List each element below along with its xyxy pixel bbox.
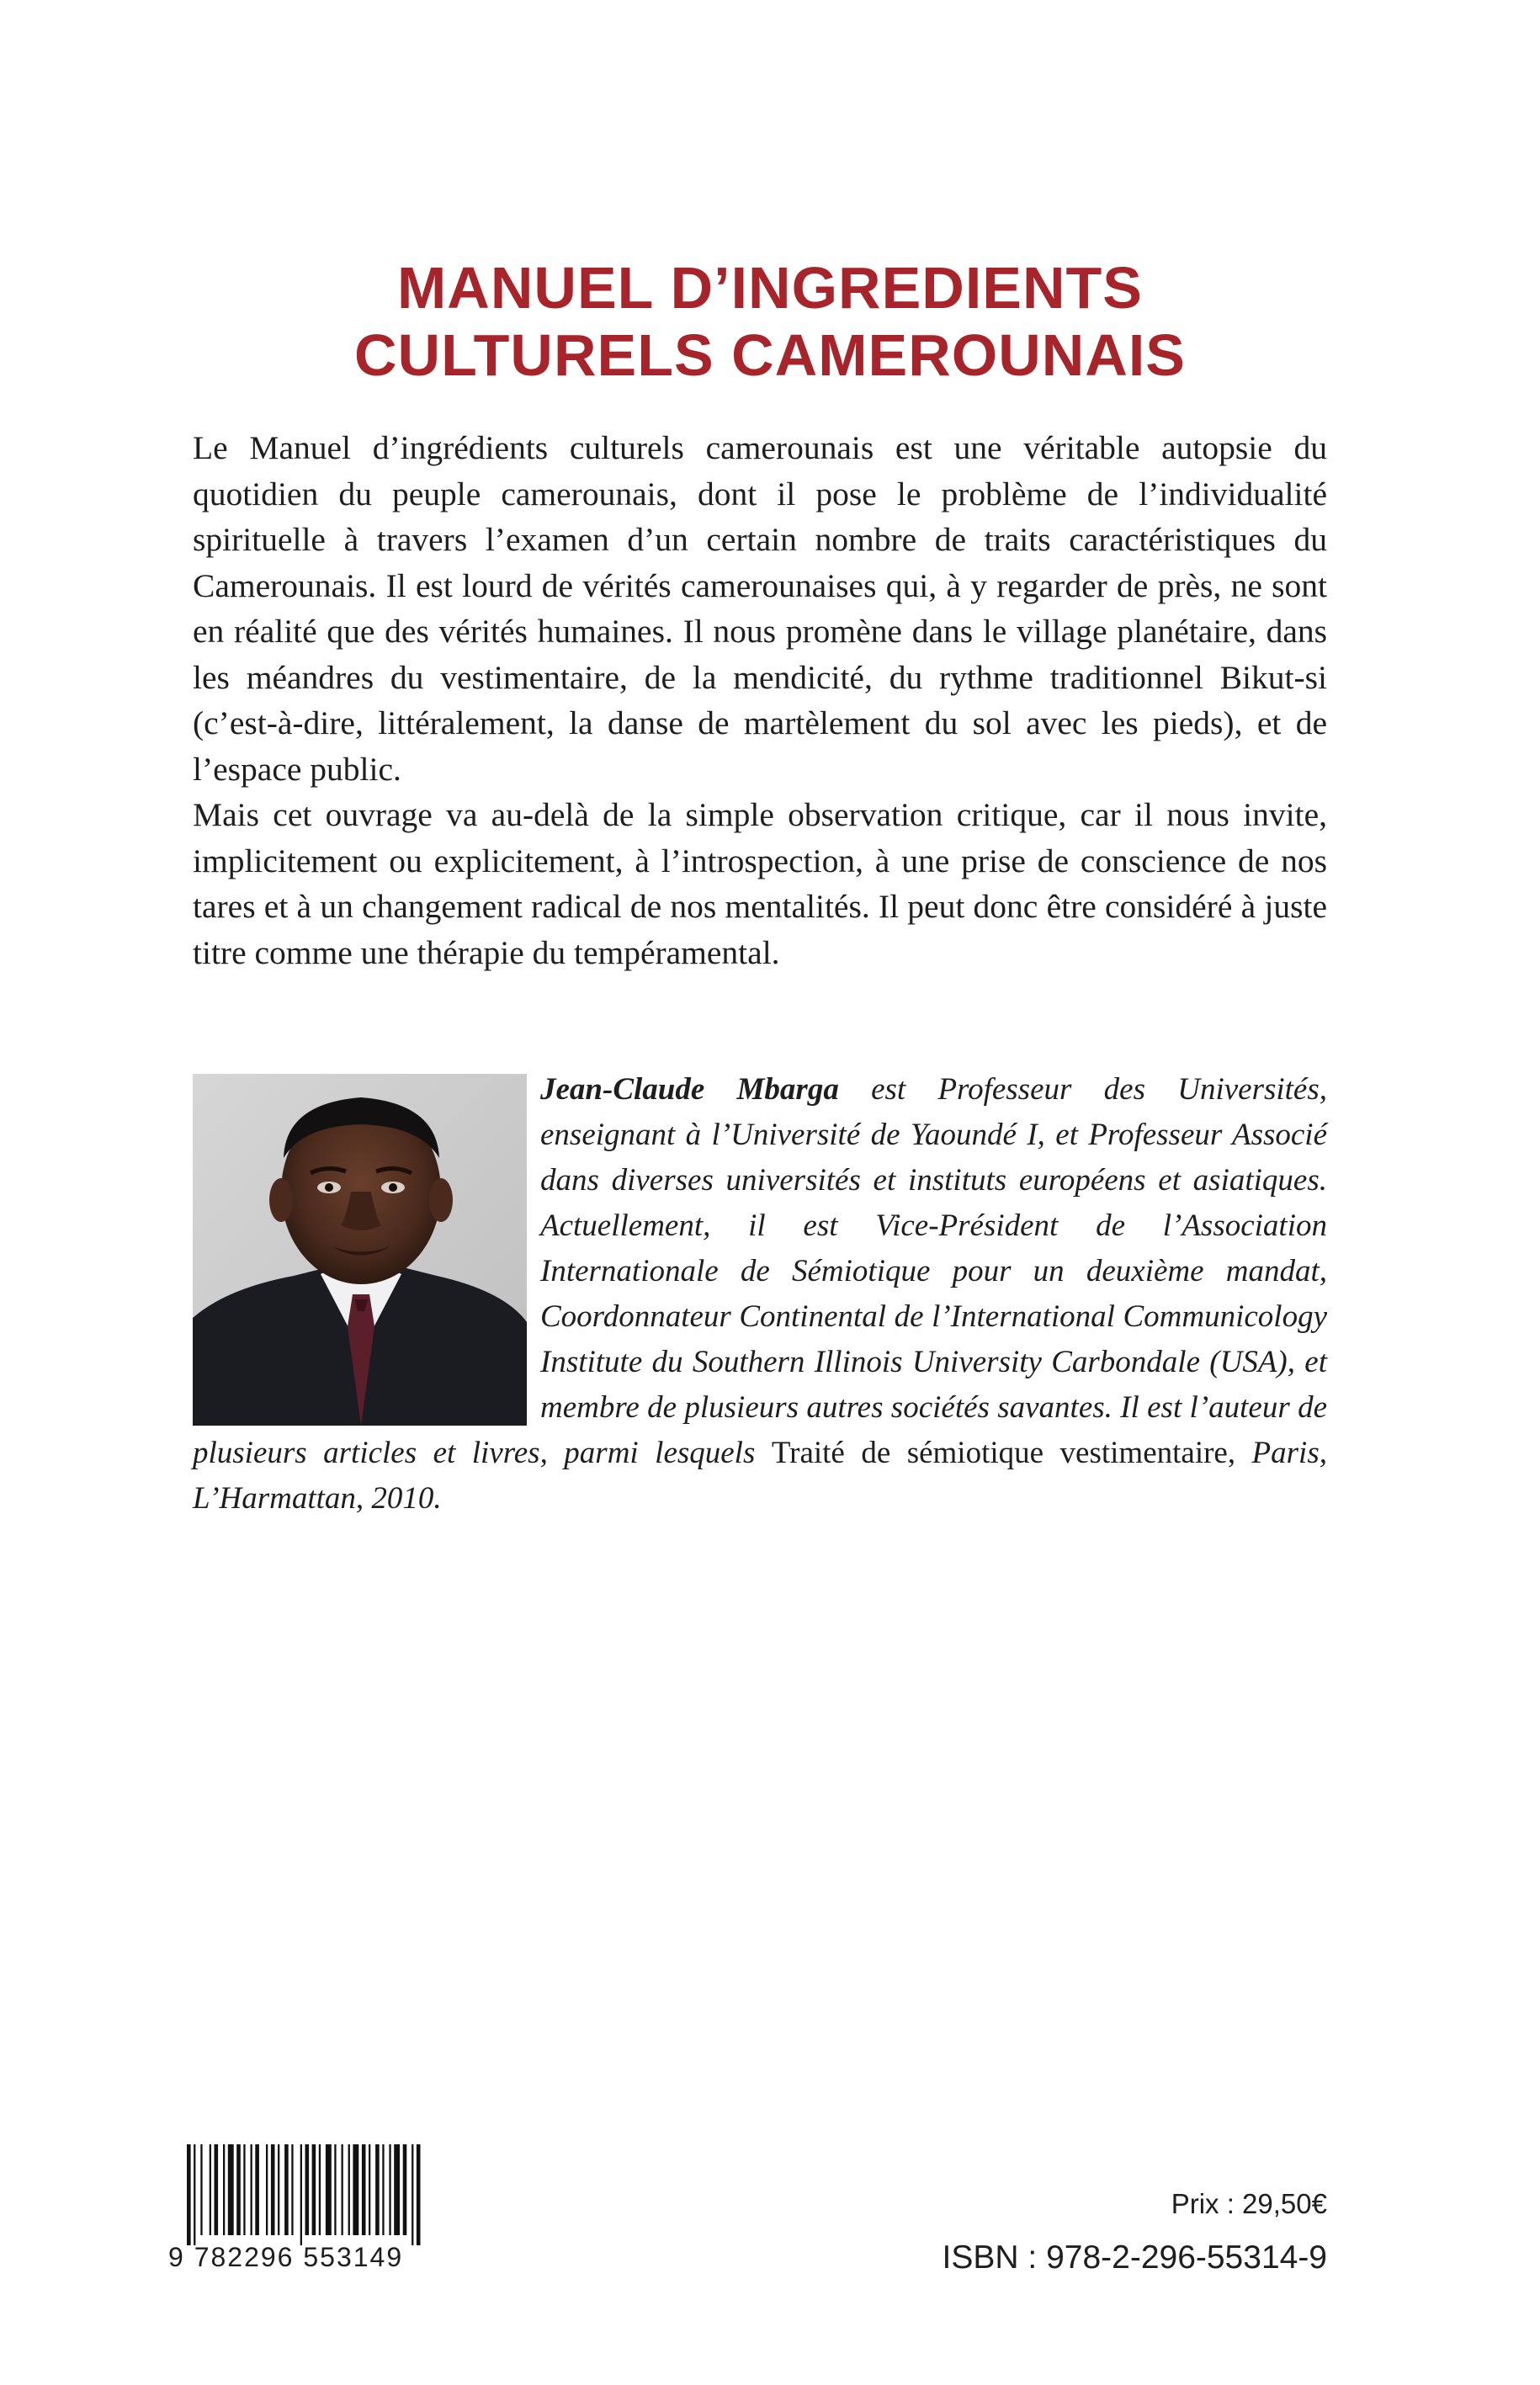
barcode-bar	[210, 2144, 211, 2235]
barcode-bar	[251, 2144, 252, 2235]
barcode-bar	[369, 2144, 370, 2235]
barcode-bar	[412, 2144, 413, 2245]
barcode-bar	[291, 2144, 293, 2235]
barcode-bar	[278, 2144, 279, 2235]
photo-text-wrap-spacer	[193, 1067, 540, 1431]
barcode-bar	[375, 2144, 380, 2235]
reference-book-title: Traité de sémiotique vestimentaire,	[771, 1436, 1236, 1470]
barcode-bar	[284, 2144, 289, 2235]
barcode-bar	[342, 2144, 343, 2235]
book-title	[0, 254, 1540, 389]
barcode-bar	[312, 2144, 316, 2235]
barcode-bar	[403, 2144, 407, 2235]
barcode-bar	[348, 2144, 350, 2235]
barcode-bar	[389, 2144, 390, 2235]
barcode-bar	[228, 2144, 234, 2235]
barcode-bar	[334, 2144, 336, 2235]
barcode-bar	[200, 2144, 202, 2235]
barcode-bar	[271, 2144, 275, 2235]
author-name: Jean-Claude Mbarga	[540, 1072, 839, 1107]
price: Prix : 29,50€	[1171, 2188, 1327, 2219]
reference-book-publisher: Paris, L’Harmattan, 2010.	[193, 1436, 1327, 1516]
barcode-digits: 9 782296 553149	[168, 2242, 404, 2272]
barcode-bar	[223, 2144, 225, 2235]
barcode-bar	[266, 2144, 268, 2235]
barcode-bar	[300, 2144, 302, 2245]
summary-paragraph-1: Le Manuel d’ingrédients culturels camerounais est une véritable autopsie du quotidien du peuple camerounais, dont il pose le problème de l’individualité spirituelle à travers l’examen d’un certain nombre de traits caractéristiques du Camerounais. Il est lourd de vérités camerounaises qui, à y regarder de près, ne sont en réalité que des vérités humaines. Il nous promène dans le village planétaire, dans les méandres du vestimentaire, de la mendicité, du rythme traditionnel Bikut-si (c’est-à-dire, littéralement, la danse de martèlement du sol avec les pieds), et de l’espace public.	[193, 429, 1327, 788]
barcode-bar	[255, 2144, 259, 2235]
barcode-bar	[382, 2144, 384, 2235]
barcode-bar	[194, 2144, 195, 2245]
barcode-bar	[187, 2144, 191, 2245]
author-bio-text: est Professeur des Universités, enseignant à l’Université de Yaoundé I, et Professeur Associé dans diverses universités et instituts européens et asiatiques. Actuellement, il est Vice-Président de l’Association Internationale de Sémiotique pour un deuxième mandat, Coordonnateur Continental de l’International Communicology Institute du Southern Illinois University Carbondale (USA), et membre de plusieurs autres sociétés savantes. Il est l’auteur de plusieurs articles et livres, parmi lesquels	[193, 1072, 1328, 1470]
author-bio	[193, 1067, 1327, 1522]
barcode-bar	[305, 2144, 310, 2235]
barcode-bar	[236, 2144, 241, 2235]
book-summary	[193, 425, 1327, 975]
barcode-bar	[394, 2144, 400, 2235]
barcode-bar	[362, 2144, 366, 2235]
barcode-bar	[326, 2144, 332, 2235]
summary-paragraph-2: Mais cet ouvrage va au-delà de la simple observation critique, car il nous invite, implicitement ou explicitement, à l’introspection, à une prise de conscience de nos tares et à un changement radical de nos mentalités. Il peut donc être considéré à juste titre comme une thérapie du tempéramental.	[193, 796, 1327, 971]
barcode-bar	[353, 2144, 358, 2235]
book-title-line-2: CULTURELS CAMEROUNAIS	[353, 322, 1186, 388]
barcode-bar	[319, 2144, 321, 2235]
barcode-bar	[417, 2144, 421, 2245]
isbn: ISBN : 978-2-296-55314-9	[942, 2239, 1327, 2276]
book-title-line-1: MANUEL D’INGREDIENTS	[397, 255, 1143, 321]
barcode-bar	[215, 2144, 219, 2235]
barcode-bar	[243, 2144, 245, 2235]
